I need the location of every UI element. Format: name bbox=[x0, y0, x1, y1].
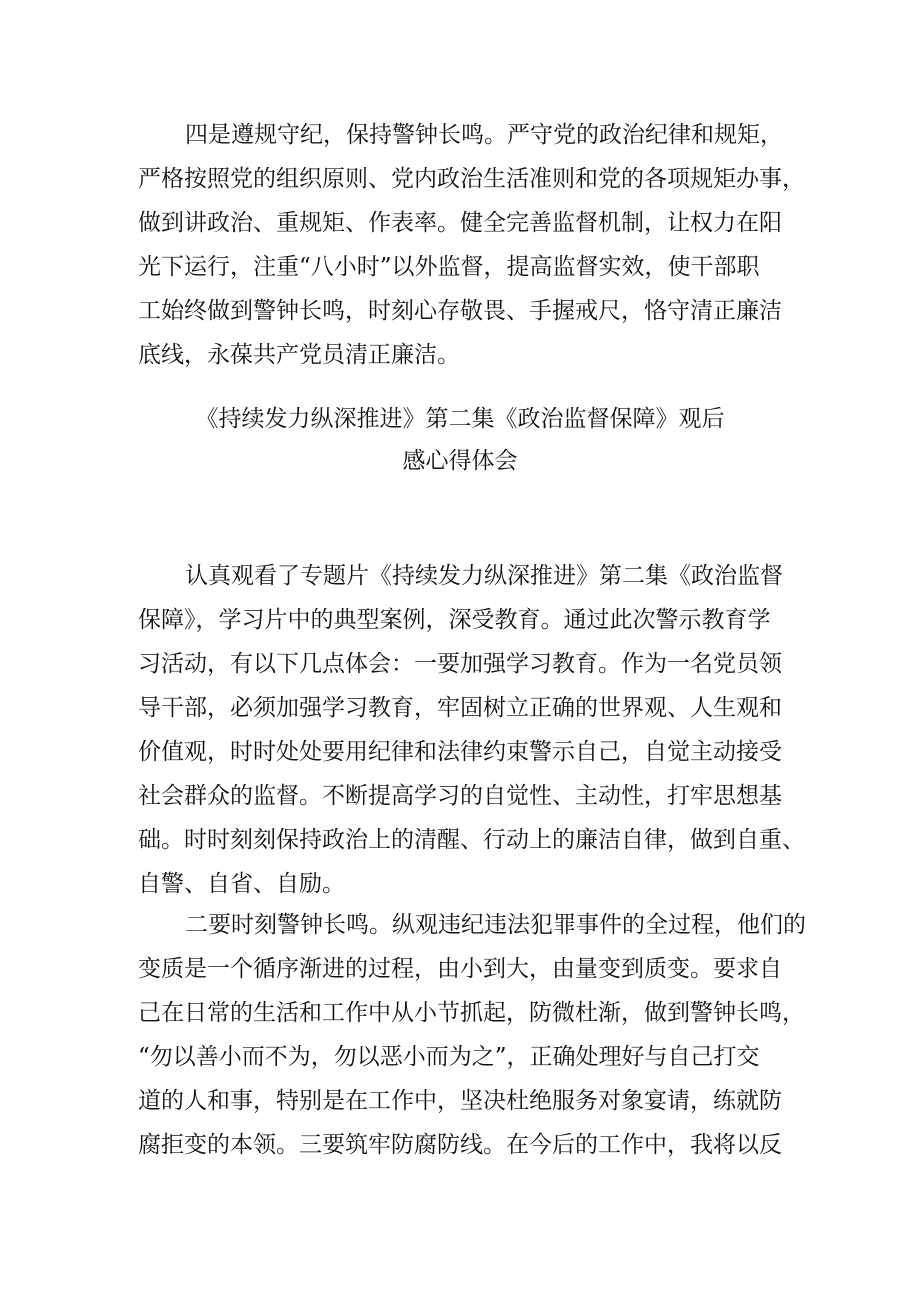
title-line: 感心得体会 bbox=[402, 448, 518, 474]
text-line: “勿以善小而不为，勿以恶小而为之”，正确处理好与自己打交 bbox=[138, 1044, 760, 1070]
text-line: 光下运行，注重“八小时”以外监督，提高监督实效，使干部职 bbox=[138, 254, 760, 280]
text-line: 腐拒变的本领。三要筑牢防腐防线。在今后的工作中，我将以反 bbox=[138, 1132, 782, 1158]
text-line: 工始终做到警钟长鸣，时刻心存敬畏、手握戒尺，恪守清正廉洁 bbox=[138, 298, 782, 324]
text-line: 严格按照党的组织原则、党内政治生活准则和党的各项规矩办事， bbox=[138, 166, 805, 192]
text-line: 认真观看了专题片《持续发力纵深推进》第二集《政治监督 bbox=[185, 563, 783, 589]
title-line: 《持续发力纵深推进》第二集《政治监督保障》观后 bbox=[195, 406, 725, 432]
text-line: 习活动，有以下几点体会：一要加强学习教育。作为一名党员领 bbox=[138, 651, 782, 677]
text-line: 价值观，时时处处要用纪律和法律约束警示自己，自觉主动接受 bbox=[138, 739, 782, 765]
text-line: 础。时时刻刻保持政治上的清醒、行动上的廉洁自律，做到自重、 bbox=[138, 827, 805, 853]
text-line: 保障》，学习片中的典型案例，深受教育。通过此次警示教育学 bbox=[138, 607, 771, 633]
paragraph-intro bbox=[138, 554, 805, 906]
text-line: 自警、自省、自励。 bbox=[138, 871, 345, 897]
text-line: 社会群众的监督。不断提高学习的自觉性、主动性，打牢思想基 bbox=[138, 783, 782, 809]
text-line: 做到讲政治、重规矩、作表率。健全完善监督机制，让权力在阳 bbox=[138, 210, 782, 236]
text-line: 己在日常的生活和工作中从小节抓起，防微杜渐，做到警钟长鸣， bbox=[138, 1000, 805, 1026]
section-title bbox=[0, 398, 920, 482]
text-line: 四是遵规守纪，保持警钟长鸣。严守党的政治纪律和规矩， bbox=[185, 122, 783, 148]
text-line: 底线，永葆共产党员清正廉洁。 bbox=[138, 342, 460, 368]
paragraph-discipline bbox=[138, 113, 805, 377]
text-line: 二要时刻警钟长鸣。纵观违纪违法犯罪事件的全过程，他们的 bbox=[185, 912, 806, 938]
text-line: 变质是一个循序渐进的过程，由小到大，由量变到质变。要求自 bbox=[138, 956, 782, 982]
text-line: 道的人和事，特别是在工作中，坚决杜绝服务对象宴请，练就防 bbox=[138, 1088, 782, 1114]
text-line: 导干部，必须加强学习教育，牢固树立正确的世界观、人生观和 bbox=[138, 695, 782, 721]
paragraph-alarm-bell bbox=[138, 903, 806, 1167]
